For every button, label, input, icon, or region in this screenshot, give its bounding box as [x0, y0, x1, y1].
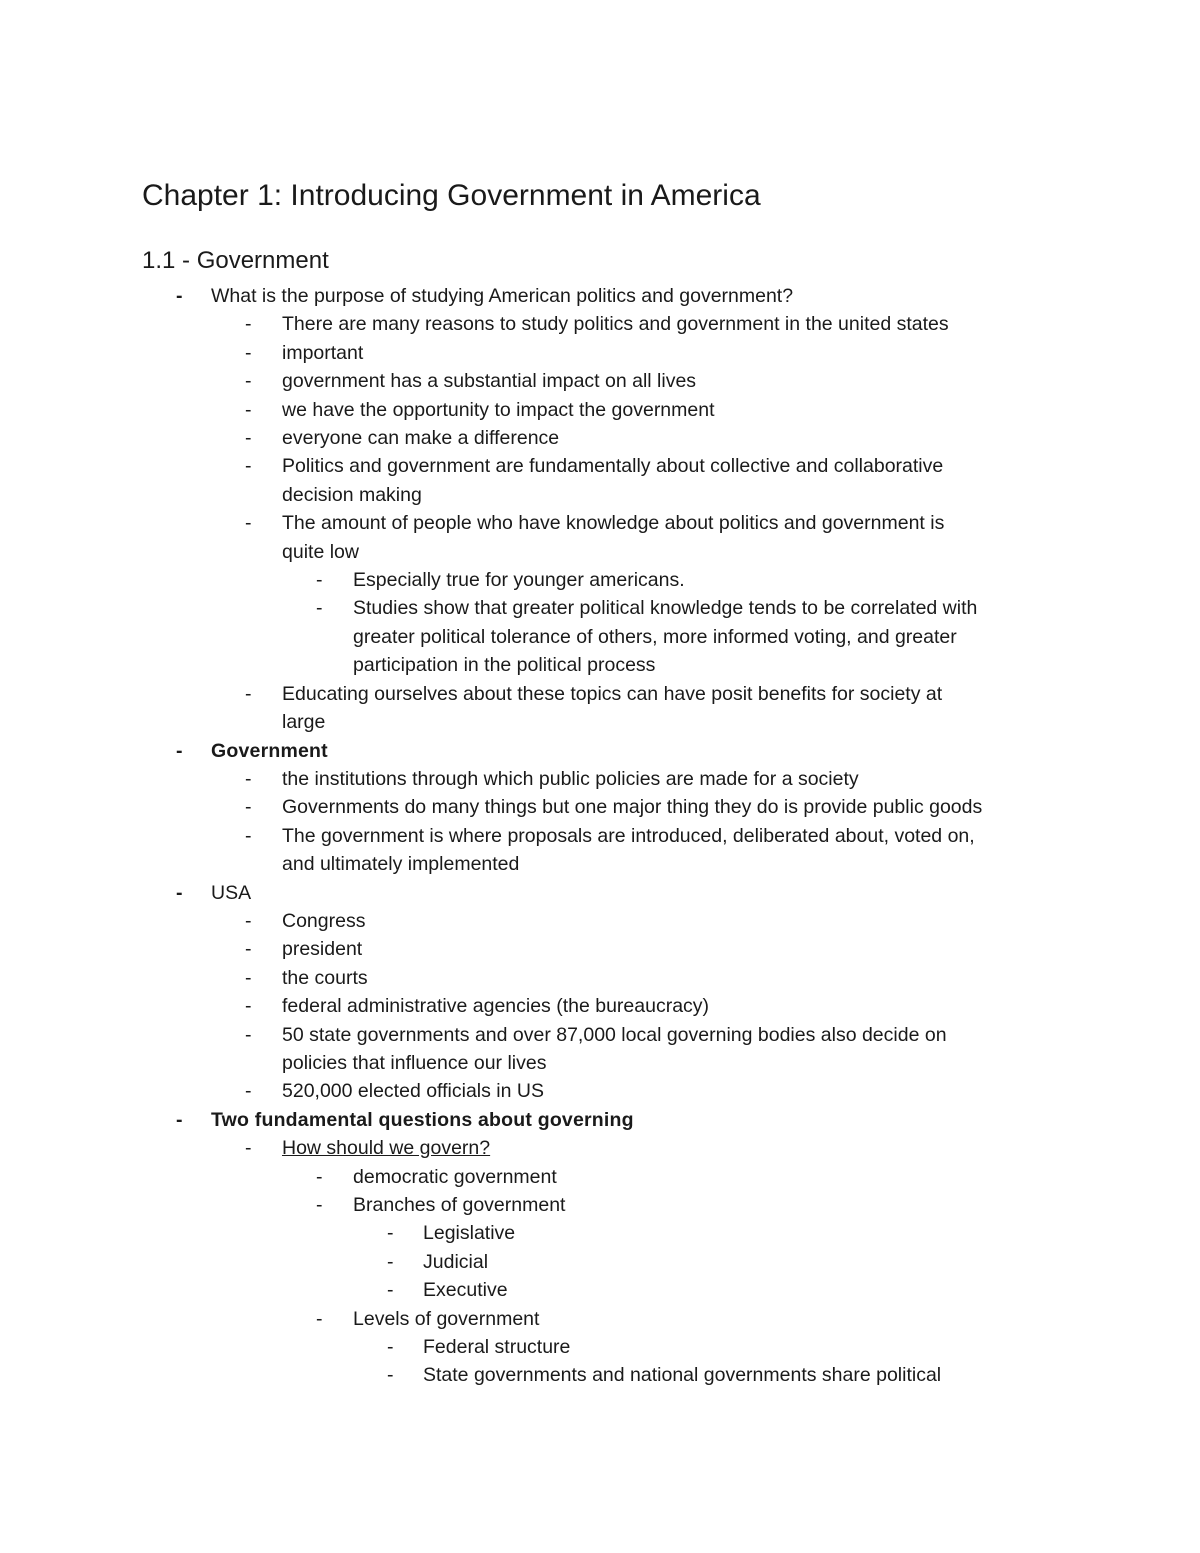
list-item-text: everyone can make a difference — [282, 427, 560, 450]
list-item-continuation — [0, 708, 1200, 736]
list-item-text: Levels of government — [353, 1307, 540, 1330]
bullet-dash: - — [387, 1336, 394, 1359]
bullet-dash: - — [316, 597, 323, 620]
chapter-title: Chapter 1: Introducing Government in America — [142, 179, 761, 212]
list-item — [0, 509, 1200, 537]
list-item-text: The government is where proposals are introduced, deliberated about, voted on, — [282, 824, 975, 847]
list-item — [0, 1219, 1200, 1247]
list-item-text: participation in the political process — [353, 654, 656, 677]
bullet-dash: - — [387, 1222, 394, 1245]
list-item-text: Studies show that greater political knowledge tends to be correlated with — [353, 597, 978, 620]
list-item-text: Two fundamental questions about governing — [211, 1108, 634, 1131]
list-item — [0, 1305, 1200, 1333]
list-item-text: president — [282, 938, 363, 961]
list-item-text: 50 state governments and over 87,000 local governing bodies also decide on — [282, 1023, 947, 1046]
list-item-text: decision making — [282, 483, 422, 506]
list-item-text: greater political tolerance of others, more informed voting, and greater — [353, 625, 957, 648]
list-item — [0, 765, 1200, 793]
list-item — [0, 1021, 1200, 1049]
list-item-text: 520,000 elected officials in US — [282, 1080, 544, 1103]
list-item — [0, 1333, 1200, 1361]
list-item-continuation — [0, 1049, 1200, 1077]
bullet-dash: - — [387, 1364, 394, 1387]
list-item — [0, 310, 1200, 338]
list-item-text: Educating ourselves about these topics can have posit benefits for society at — [282, 682, 943, 705]
list-item-heading — [0, 737, 1200, 765]
bullet-dash: - — [245, 767, 252, 790]
list-item-text: quite low — [282, 540, 359, 563]
list-item — [0, 1191, 1200, 1219]
list-item — [0, 452, 1200, 480]
list-item-text: Government — [211, 739, 328, 762]
bullet-dash: - — [245, 512, 252, 535]
list-item-continuation — [0, 481, 1200, 509]
bullet-dash: - — [245, 909, 252, 932]
list-item-text: government has a substantial impact on all lives — [282, 370, 697, 393]
list-item-text: Executive — [423, 1279, 508, 1302]
list-item — [0, 282, 1200, 310]
list-item-text: There are many reasons to study politics and government in the united states — [282, 313, 949, 336]
bullet-dash: - — [245, 455, 252, 478]
bullet-dash: - — [245, 427, 252, 450]
bullet-dash: - — [176, 881, 183, 904]
bullet-dash: - — [176, 739, 183, 762]
bullet-dash: - — [387, 1250, 394, 1273]
bullet-dash: - — [245, 995, 252, 1018]
list-item-text: the courts — [282, 966, 368, 989]
list-item-text: Politics and government are fundamentally about collective and collaborative — [282, 455, 944, 478]
list-item — [0, 822, 1200, 850]
bullet-dash: - — [387, 1279, 394, 1302]
list-item-text: policies that influence our lives — [282, 1051, 547, 1074]
list-item — [0, 1361, 1200, 1389]
list-item-text: Legislative — [423, 1222, 516, 1245]
list-item — [0, 1163, 1200, 1191]
list-item-continuation — [0, 623, 1200, 651]
list-item-text: Branches of government — [353, 1194, 566, 1216]
list-item-text: What is the purpose of studying American politics and government? — [211, 285, 794, 307]
bullet-dash: - — [245, 370, 252, 393]
bullet-dash: - — [316, 1165, 323, 1188]
bullet-dash: - — [245, 682, 252, 705]
list-item-heading — [0, 1106, 1200, 1134]
list-item — [0, 396, 1200, 424]
list-item — [0, 424, 1200, 452]
list-item — [0, 339, 1200, 367]
list-item — [0, 367, 1200, 395]
list-item-text: democratic government — [353, 1165, 557, 1188]
list-item — [0, 1248, 1200, 1276]
list-item-continuation — [0, 538, 1200, 566]
bullet-dash: - — [245, 966, 252, 989]
bullet-dash: - — [316, 1307, 323, 1330]
list-item-text: Judicial — [423, 1250, 489, 1273]
list-item-text-underlined: How should we govern? — [282, 1137, 491, 1160]
bullet-dash: - — [245, 1023, 252, 1046]
list-item-text: Congress — [282, 909, 366, 932]
list-item — [0, 566, 1200, 594]
list-item-continuation — [0, 850, 1200, 878]
bullet-dash: - — [245, 398, 252, 421]
list-item — [0, 1077, 1200, 1105]
list-item — [0, 964, 1200, 992]
list-item — [0, 907, 1200, 935]
bullet-dash: - — [245, 1080, 252, 1103]
list-item-text: The amount of people who have knowledge about politics and government is — [282, 512, 945, 535]
list-item — [0, 1134, 1200, 1162]
bullet-dash: - — [245, 341, 252, 364]
list-item-text: Federal structure — [423, 1336, 571, 1359]
list-item — [0, 935, 1200, 963]
bullet-dash: - — [245, 1137, 252, 1160]
section-heading: 1.1 - Government — [142, 247, 329, 274]
bullet-dash: - — [245, 796, 252, 819]
bullet-dash: - — [316, 1194, 323, 1216]
list-item — [0, 793, 1200, 821]
list-item-text: federal administrative agencies (the bureaucracy) — [282, 995, 710, 1018]
list-item-text: Governments do many things but one major thing they do is provide public goods — [282, 796, 983, 819]
bullet-dash: - — [176, 1108, 183, 1131]
list-item-text: and ultimately implemented — [282, 853, 520, 876]
outline-list — [0, 282, 1200, 1390]
list-item-text: important — [282, 341, 364, 364]
list-item-text: Especially true for younger americans. — [353, 569, 685, 592]
list-item-text: State governments and national governments share political — [423, 1364, 942, 1387]
list-item — [0, 680, 1200, 708]
bullet-dash: - — [245, 938, 252, 961]
bullet-dash: - — [245, 824, 252, 847]
list-item-text: USA — [211, 881, 252, 904]
bullet-dash: - — [176, 285, 183, 307]
list-item — [0, 594, 1200, 622]
list-item — [0, 1276, 1200, 1304]
bullet-dash: - — [245, 313, 252, 336]
bullet-dash: - — [316, 569, 323, 592]
list-item-text: large — [282, 711, 326, 734]
list-item — [0, 879, 1200, 907]
list-item-text: the institutions through which public policies are made for a society — [282, 767, 859, 790]
list-item — [0, 992, 1200, 1020]
list-item-continuation — [0, 651, 1200, 679]
list-item-text: we have the opportunity to impact the government — [282, 398, 715, 421]
